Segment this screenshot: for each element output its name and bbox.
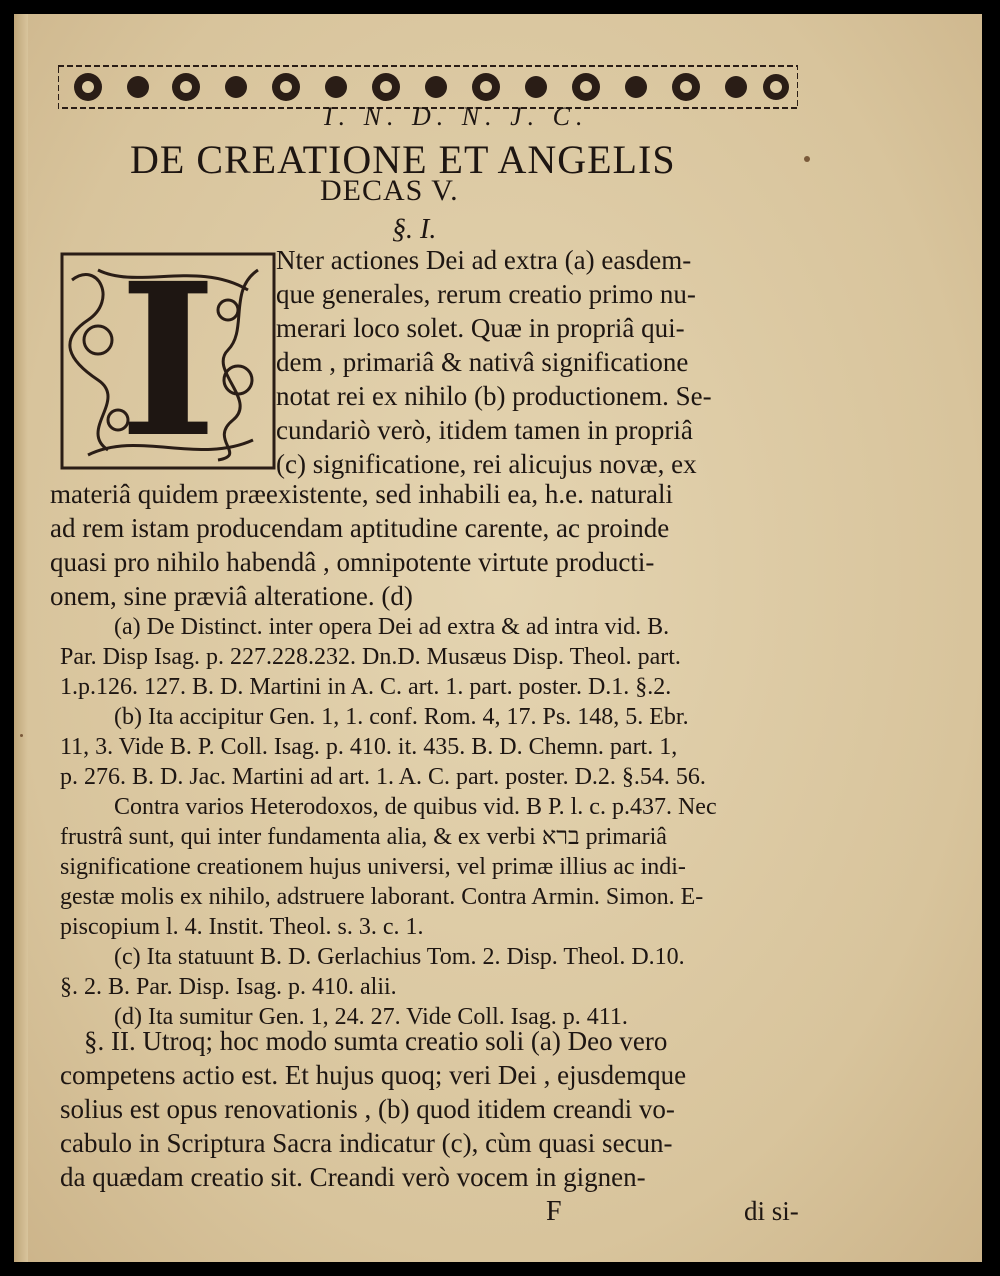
- section-number: §. I.: [392, 214, 437, 245]
- section-two-line: competens actio est. Et hujus quoq; veri Dei , ejusdemque: [60, 1060, 687, 1090]
- footnote-line: p. 276. B. D. Jac. Martini ad art. 1. A. C. part. poster. D.2. §.54. 56.: [60, 764, 706, 790]
- section-two-line: da quædam creatio sit. Creandi verò vocem in gignen-: [60, 1162, 646, 1192]
- footnote-line: §. 2. B. Par. Disp. Isag. p. 410. alii.: [60, 974, 397, 1000]
- footnote-line: (c) Ita statuunt B. D. Gerlachius Tom. 2. Disp. Theol. D.10.: [114, 944, 685, 970]
- catchword: di si-: [744, 1196, 799, 1226]
- main-text-line: quasi pro nihilo habendâ , omnipotente virtute producti-: [50, 547, 655, 577]
- main-text-line: Nter actiones Dei ad extra (a) easdem-: [276, 245, 692, 275]
- footnote-line: gestæ molis ex nihilo, adstruere laborant. Contra Armin. Simon. E-: [60, 884, 704, 910]
- main-text-line: onem, sine præviâ alteratione. (d): [50, 581, 413, 611]
- page-subtitle: DECAS V.: [320, 174, 459, 207]
- main-text-line: (c) significatione, rei alicujus novæ, ex: [276, 449, 697, 479]
- initial-letter: I: [118, 237, 218, 484]
- signature-mark: F: [546, 1196, 562, 1227]
- footnote-line: Contra varios Heterodoxos, de quibus vid. B P. l. c. p.437. Nec: [114, 794, 717, 820]
- paper-speck: [20, 734, 23, 737]
- footnote-line: significatione creationem hujus universi, vel primæ illius ac indi-: [60, 854, 686, 880]
- footnote-line: (b) Ita accipitur Gen. 1, 1. conf. Rom. 4, 17. Ps. 148, 5. Ebr.: [114, 704, 689, 730]
- main-text-line: que generales, rerum creatio primo nu-: [276, 279, 696, 309]
- main-text-line: ad rem istam producendam aptitudine carente, ac proinde: [50, 513, 670, 543]
- main-text-line: notat rei ex nihilo (b) productionem. Se-: [276, 381, 712, 411]
- binding-edge: [14, 14, 28, 1262]
- footnote-line: (d) Ita sumitur Gen. 1, 24. 27. Vide Coll. Isag. p. 411.: [114, 1004, 628, 1030]
- footnote-line: Par. Disp Isag. p. 227.228.232. Dn.D. Musæus Disp. Theol. part.: [60, 644, 681, 670]
- footnote-line: 11, 3. Vide B. P. Coll. Isag. p. 410. it. 435. B. D. Chemn. part. 1,: [60, 734, 678, 760]
- section-two-line: cabulo in Scriptura Sacra indicatur (c), cùm quasi secun-: [60, 1128, 673, 1158]
- footnote-line: piscopium l. 4. Instit. Theol. s. 3. c. 1.: [60, 914, 424, 940]
- main-text-line: dem , primariâ & nativâ significatione: [276, 347, 689, 377]
- footnote-line: (a) De Distinct. inter opera Dei ad extra & ad intra vid. B.: [114, 614, 670, 640]
- main-text-line: materiâ quidem præexistente, sed inhabili ea, h.e. naturali: [50, 479, 674, 509]
- footnote-line: frustrâ sunt, qui inter fundamenta alia, & ex verbi ברא primariâ: [60, 824, 667, 850]
- paper-speck: [804, 156, 810, 162]
- main-text-line: merari loco solet. Quæ in propriâ qui-: [276, 313, 685, 343]
- section-two-line: §. II. Utroq; hoc modo sumta creatio soli (a) Deo vero: [84, 1026, 668, 1056]
- book-page: [14, 14, 982, 1262]
- main-text-line: cundariò verò, itidem tamen in propriâ: [276, 415, 693, 445]
- invocation-heading: I. N. D. N. J. C.: [324, 102, 589, 131]
- page-title: DE CREATIONE ET ANGELIS: [130, 137, 676, 182]
- footnote-line: 1.p.126. 127. B. D. Martini in A. C. art. 1. part. poster. D.1. §.2.: [60, 674, 672, 700]
- section-two-line: solius est opus renovationis , (b) quod itidem creandi vo-: [60, 1094, 675, 1124]
